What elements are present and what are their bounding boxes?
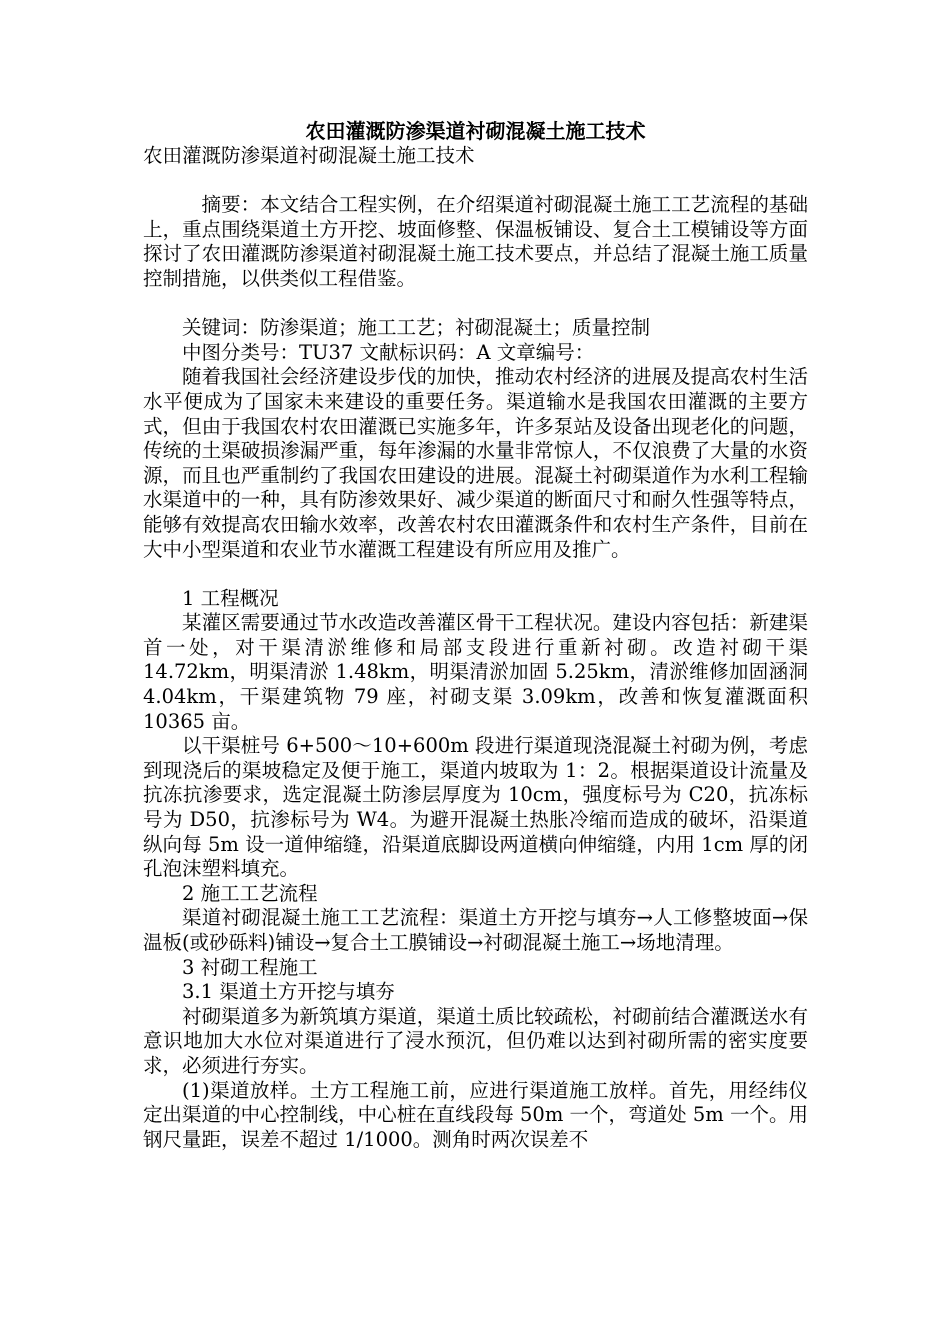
- section-1-paragraph-1: 某灌区需要通过节水改造改善灌区骨干工程状况。建设内容包括：新建渠首一处，对干渠清淤维修和局部支段进行重新衬砌。改造衬砌干渠 14.72km，明渠清淤 1.48km，明渠清淤加固 5.25km，清淤维修加固涵洞 4.04km，干渠建筑物 79 座，衬砌支渠 3.09km，改善和恢复灌溉面积 10365 亩。: [143, 611, 808, 733]
- section-3-1-paragraph-1: 衬砌渠道多为新筑填方渠道，渠道土质比较疏松，衬砌前结合灌溉送水有意识地加大水位对渠道进行了浸水预沉，但仍难以达到衬砌所需的密实度要求，必须进行夯实。: [143, 1004, 808, 1077]
- document-page: [143, 118, 808, 1152]
- document-title: 农田灌溉防渗渠道衬砌混凝土施工技术: [305, 119, 646, 143]
- section-1-heading: 1 工程概况: [182, 586, 279, 610]
- section-3-1-heading: 3.1 渠道土方开挖与填夯: [182, 980, 395, 1004]
- document-subtitle: 农田灌溉防渗渠道衬砌混凝土施工技术: [143, 144, 475, 167]
- spacer: [143, 169, 808, 194]
- spacer: [143, 562, 808, 587]
- abstract-paragraph: 摘要：本文结合工程实例，在介绍渠道衬砌混凝土施工工艺流程的基础上，重点围绕渠道土方开挖、坡面修整、保温板铺设、复合土工模铺设等方面探讨了农田灌溉防渗渠道衬砌混凝土施工技术要点，并总结了混凝土施工质量控制措施，以供类似工程借鉴。: [143, 193, 808, 290]
- section-2-heading: 2 施工工艺流程: [182, 881, 318, 905]
- section-3-1-paragraph-2: (1)渠道放样。土方工程施工前，应进行渠道施工放样。首先，用经纬仪定出渠道的中心控制线，中心桩在直线段每 50m 一个，弯道处 5m 一个。用钢尺量距，误差不超过 1/1000。测角时两次误差不: [143, 1078, 808, 1151]
- section-3-heading: 3 衬砌工程施工: [182, 955, 318, 979]
- section-2-paragraph-1: 渠道衬砌混凝土施工工艺流程：渠道土方开挖与填夯→人工修整坡面→保温板(或砂砾料)铺设→复合土工膜铺设→衬砌混凝土施工→场地清理。: [143, 906, 808, 954]
- intro-paragraph: 随着我国社会经济建设步伐的加快，推动农村经济的进展及提高农村生活水平便成为了国家未来建设的重要任务。渠道输水是我国农田灌溉的主要方式，但由于我国农村农田灌溉已实施多年，许多泵站及设备出现老化的问题，传统的土渠破损渗漏严重，每年渗漏的水量非常惊人，不仅浪费了大量的水资源，而且也严重制约了我国农田建设的进展。混凝土衬砌渠道作为水利工程输水渠道中的一种，具有防渗效果好、减少渠道的断面尺寸和耐久性强等特点，能够有效提高农田输水效率，改善农村农田灌溉条件和农村生产条件，目前在大中小型渠道和农业节水灌溉工程建设有所应用及推广。: [143, 365, 808, 561]
- classification-line: 中图分类号：TU37 文献标识码：A 文章编号：: [182, 340, 595, 364]
- spacer: [143, 292, 808, 317]
- section-1-paragraph-2: 以干渠桩号 6+500～10+600m 段进行渠道现浇混凝土衬砌为例，考虑到现浇后的渠坡稳定及便于施工，渠道内坡取为 1：2。根据渠道设计流量及抗冻抗渗要求，选定混凝土防渗层厚度为 10cm，强度标号为 C20，抗冻标号为 D50，抗渗标号为 W4。为避开混凝土热胀冷缩而造成的破坏，沿渠道纵向每 5m 设一道伸缩缝，沿渠道底脚设两道横向伸缩缝，内用 1cm 厚的闭孔泡沫塑料填充。: [143, 734, 808, 881]
- keywords-line: 关键词：防渗渠道；施工工艺；衬砌混凝土；质量控制: [182, 316, 651, 340]
